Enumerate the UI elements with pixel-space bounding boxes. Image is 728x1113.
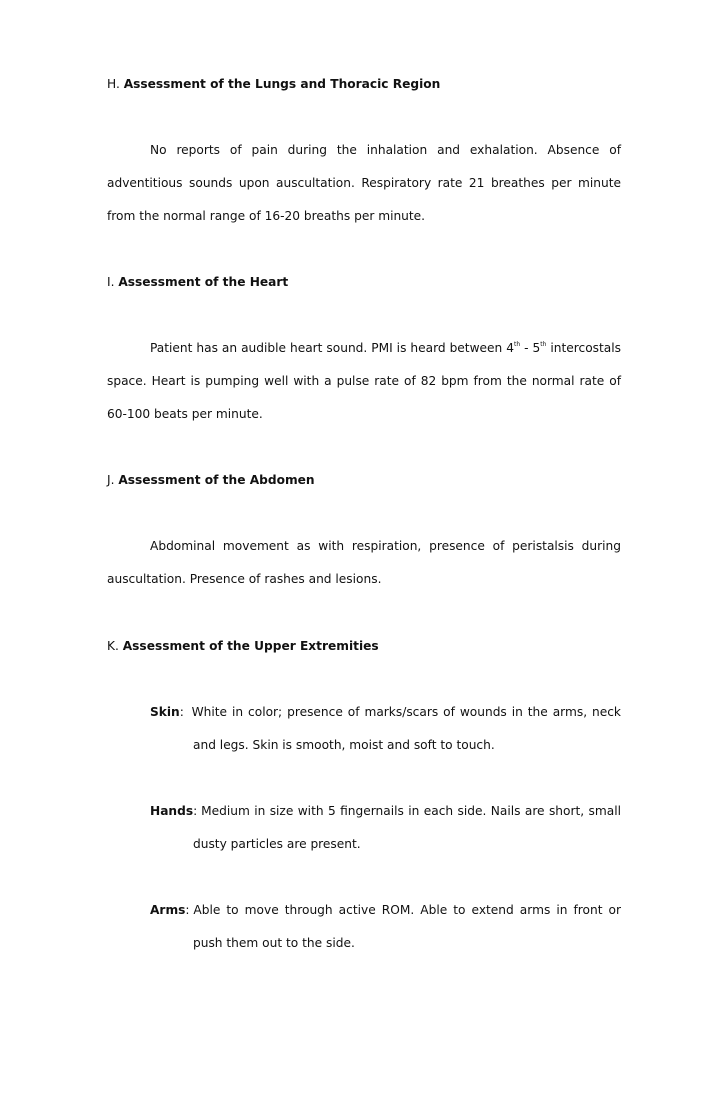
- body-text: Patient has an audible heart sound. PMI is heard between 4: [150, 341, 514, 355]
- section-body-j: Abdominal movement as with respiration, presence of peristalsis during auscultation. Presence of rashes and lesions.: [107, 539, 621, 586]
- superscript: th: [514, 341, 521, 348]
- item-text-line2: dusty particles are present.: [193, 837, 361, 851]
- section-letter: J.: [107, 473, 115, 487]
- item-text-line1: Able to move through active ROM. Able to extend arms in front or: [193, 903, 621, 917]
- item-term: Hands: [150, 804, 194, 818]
- item-term: Skin: [150, 705, 180, 719]
- superscript: th: [540, 341, 547, 348]
- item-text-line1: Medium in size with 5 fingernails in each side. Nails are short, small: [201, 804, 621, 818]
- section-letter: H.: [107, 77, 120, 91]
- section-heading-j: [107, 472, 315, 488]
- list-item-hands: [150, 803, 621, 852]
- section-heading-i: [107, 274, 288, 290]
- list-item-skin: [150, 704, 621, 753]
- list-item-arms: [150, 902, 621, 951]
- body-text: - 5: [520, 341, 541, 355]
- section-title: Assessment of the Upper Extremities: [122, 639, 379, 653]
- section-body-h: No reports of pain during the inhalation and exhalation. Absence of adventitious sounds upon auscultation. Respiratory rate 21 breathes per minute from the normal range of 16-20 breaths per minute.: [107, 143, 621, 223]
- section-title: Assessment of the Abdomen: [118, 473, 315, 487]
- item-text-line2: and legs. Skin is smooth, moist and soft to touch.: [193, 738, 495, 752]
- section-title: Assessment of the Lungs and Thoracic Region: [123, 77, 441, 91]
- section-body-i: [107, 332, 621, 431]
- item-text-line1: White in color; presence of marks/scars of wounds in the arms, neck: [191, 705, 621, 719]
- item-separator: :: [179, 705, 192, 719]
- section-heading-k: [107, 638, 379, 654]
- section-letter: K.: [107, 639, 119, 653]
- item-separator: :: [185, 903, 194, 917]
- item-separator: :: [193, 804, 202, 818]
- section-letter: I.: [107, 275, 115, 289]
- item-term: Arms: [150, 903, 186, 917]
- section-title: Assessment of the Heart: [118, 275, 289, 289]
- item-text-line2: push them out to the side.: [193, 936, 355, 950]
- section-heading-h: [107, 76, 440, 92]
- body-text: intercostals space. Heart is pumping well with a pulse rate of 82 bpm from the normal rate of 60-100 beats per minute.: [107, 341, 621, 421]
